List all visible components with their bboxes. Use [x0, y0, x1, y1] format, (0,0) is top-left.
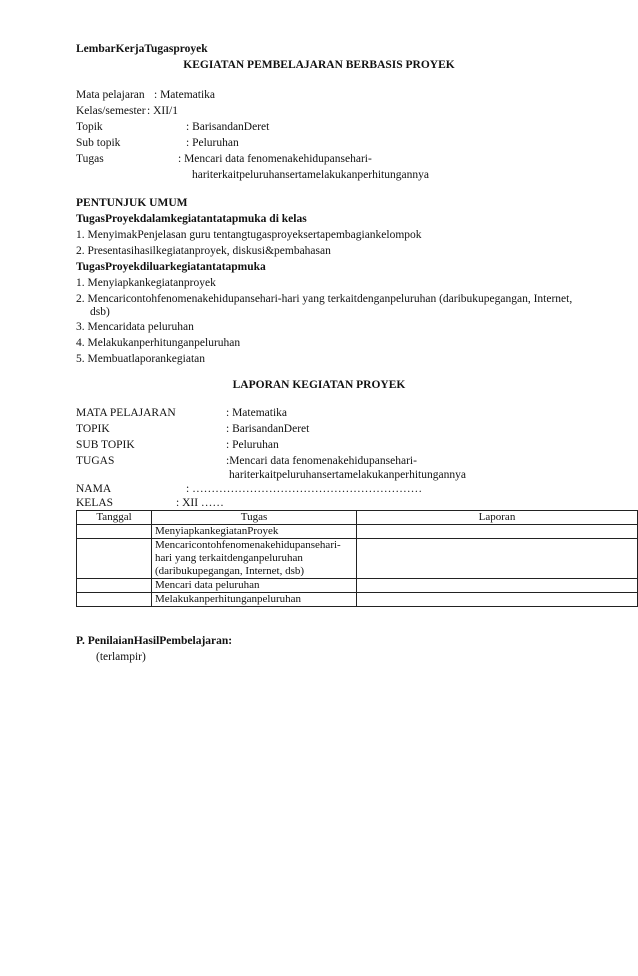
class-value: : XII/1	[147, 105, 178, 117]
report-task-value-line2: hariterkaitpeluruhansertamelakukanperhitungannya	[229, 469, 466, 481]
task-value-line1: : Mencari data fenomenakehidupansehari-	[178, 153, 372, 165]
task-cell: MenyiapkankegiatanProyek	[152, 525, 357, 539]
table-row	[77, 525, 638, 539]
report-title: LAPORAN KEGIATAN PROYEK	[232, 379, 406, 391]
report-subtopic-label: SUB TOPIK	[76, 439, 135, 451]
report-cell	[357, 539, 638, 579]
date-cell	[77, 593, 152, 607]
report-task-value-line1: :Mencari data fenomenakehidupansehari-	[226, 455, 417, 467]
date-cell	[77, 579, 152, 593]
date-cell	[77, 525, 152, 539]
list-item: 2. Mencaricontohfenomenakehidupansehari-hari yang terkaitdenganpeluruhan (daribukupegangan, Internet,	[76, 293, 573, 305]
report-class-label: KELAS	[76, 497, 114, 509]
report-table	[76, 510, 638, 607]
report-class-field: : XII ……	[176, 497, 224, 509]
subtopic-label: Sub topik	[76, 137, 121, 149]
task-cell: Mencaricontohfenomenakehidupansehari- hari yang terkaitdenganpeluruhan (daribukupegangan, Internet, dsb)	[152, 539, 357, 579]
topic-value: : BarisandanDeret	[186, 121, 270, 133]
report-subject-label: MATA PELAJARAN	[76, 407, 176, 419]
name-label: NAMA	[76, 483, 112, 495]
table-row	[77, 539, 638, 579]
task-label: Tugas	[76, 153, 104, 165]
list-item: 1. MenyimakPenjelasan guru tentangtugasproyeksertapembagiankelompok	[76, 229, 422, 241]
task-cell: Melakukanperhitunganpeluruhan	[152, 593, 357, 607]
list-item: 5. Membuatlaporankegiatan	[76, 353, 206, 365]
header-task: Tugas	[152, 511, 357, 525]
assessment-heading: P. PenilaianHasilPembelajaran:	[76, 635, 233, 647]
task-cell: Mencari data peluruhan	[152, 579, 357, 593]
page-title: KEGIATAN PEMBELAJARAN BERBASIS PROYEK	[183, 59, 455, 71]
report-cell	[357, 579, 638, 593]
general-instructions-heading: PENTUNJUK UMUM	[76, 197, 188, 209]
header-date: Tanggal	[77, 511, 152, 525]
topic-label: Topik	[76, 121, 103, 133]
header-report: Laporan	[357, 511, 638, 525]
class-label: Kelas/semester	[76, 105, 146, 117]
report-cell	[357, 593, 638, 607]
table-header-row	[77, 511, 638, 525]
table-row	[77, 579, 638, 593]
list-item: 1. Menyiapkankegiatanproyek	[76, 277, 216, 289]
in-class-heading: TugasProyekdalamkegiatantatapmuka di kelas	[76, 213, 307, 225]
subject-label: Mata pelajaran	[76, 89, 145, 101]
worksheet-label: LembarKerjaTugasproyek	[76, 43, 208, 55]
list-item-continuation: dsb)	[90, 306, 110, 318]
table-row	[77, 593, 638, 607]
list-item: 2. Presentasihasilkegiatanproyek, diskusi&pembahasan	[76, 245, 331, 257]
list-item: 3. Mencaridata peluruhan	[76, 321, 194, 333]
outside-class-heading: TugasProyekdiluarkegiatantatapmuka	[76, 261, 266, 273]
report-cell	[357, 525, 638, 539]
report-subject-value: : Matematika	[226, 407, 287, 419]
subject-value: : Matematika	[154, 89, 215, 101]
report-task-label: TUGAS	[76, 455, 115, 467]
report-topic-value: : BarisandanDeret	[226, 423, 310, 435]
subtopic-value: : Peluruhan	[186, 137, 239, 149]
report-subtopic-value: : Peluruhan	[226, 439, 279, 451]
assessment-note: (terlampir)	[96, 651, 146, 663]
list-item: 4. Melakukanperhitunganpeluruhan	[76, 337, 241, 349]
name-field: : ……………………………………………………	[186, 483, 423, 495]
date-cell	[77, 539, 152, 579]
report-topic-label: TOPIK	[76, 423, 110, 435]
task-value-line2: hariterkaitpeluruhansertamelakukanperhitungannya	[192, 169, 429, 181]
